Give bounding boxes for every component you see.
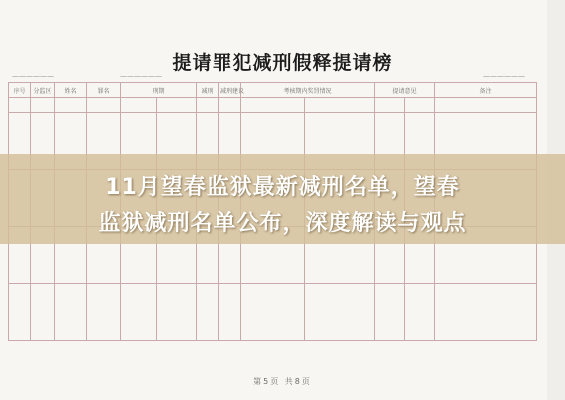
header-remarks: 备注	[435, 83, 537, 98]
table-row	[9, 284, 537, 341]
table-subheader-row	[9, 98, 537, 113]
header-suggestion: 减刑建议	[219, 83, 241, 98]
header-index: 序号	[9, 83, 31, 98]
header-name: 姓名	[55, 83, 87, 98]
header-opinion: 提请意见	[375, 83, 435, 98]
meta-unit: ——————	[12, 72, 54, 80]
meta-date: ——————	[120, 72, 162, 80]
page-footer: 第5页 共8页	[253, 377, 312, 386]
table-header-row	[9, 83, 537, 98]
header-term: 刑期	[121, 83, 197, 98]
header-subarea: 分监区	[31, 83, 55, 98]
document-title: 提请罪犯减刑假释提请榜	[172, 52, 393, 74]
header-crime: 罪名	[87, 83, 121, 98]
meta-right: ——————	[483, 72, 525, 80]
header-performance: 考核期内奖罚情况	[241, 83, 375, 98]
banner-headline-line-1: 11月望春监狱最新减刑名单，望春	[105, 175, 460, 200]
banner-headline-line-2: 监狱减刑名单公布，深度解读与观点	[98, 211, 467, 236]
header-reduction: 减刑	[197, 83, 219, 98]
